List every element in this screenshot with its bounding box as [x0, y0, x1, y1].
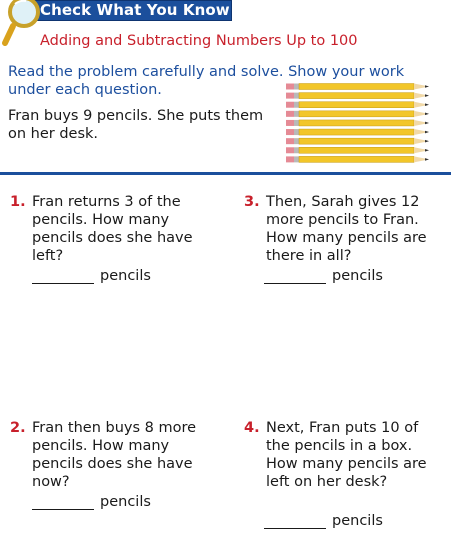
answer-blank[interactable] [264, 271, 326, 284]
pencil [286, 93, 429, 99]
pencil [286, 84, 429, 90]
answer-unit: pencils [332, 513, 383, 529]
question-number: 1. [10, 194, 26, 210]
answer-2[interactable] [32, 494, 151, 510]
answer-blank[interactable] [32, 271, 94, 284]
pencil [286, 129, 429, 135]
question-number: 2. [10, 420, 26, 436]
pencil [286, 120, 429, 126]
story-text: Fran buys 9 pencils. She puts them on her desk. [8, 108, 264, 142]
question-number: 3. [244, 194, 260, 210]
pencil [286, 156, 429, 162]
answer-blank[interactable] [264, 516, 326, 529]
pencil [286, 111, 429, 117]
answer-3[interactable] [264, 268, 383, 284]
pencil [286, 147, 429, 153]
page-title: Check What You Know [40, 1, 230, 19]
section-divider [0, 172, 451, 175]
answer-1[interactable] [32, 268, 151, 284]
instructions-text: Read the problem carefully and solve. Show your work under each question. [8, 64, 405, 98]
answer-unit: pencils [332, 268, 383, 284]
pencil [286, 138, 429, 144]
question-text: Fran then buys 8 more pencils. How many pencils does she have now? [32, 420, 197, 490]
question-text: Fran returns 3 of the pencils. How many pencils does she have left? [32, 194, 193, 264]
question-text: Next, Fran puts 10 of the pencils in a box. How many pencils are left on her desk? [266, 420, 427, 490]
question-number: 4. [244, 420, 260, 436]
answer-unit: pencils [100, 494, 151, 510]
lesson-subtitle: Adding and Subtracting Numbers Up to 100 [40, 33, 358, 49]
answer-unit: pencils [100, 268, 151, 284]
pencils-illustration [286, 82, 436, 164]
answer-blank[interactable] [32, 497, 94, 510]
answer-4[interactable] [264, 513, 383, 529]
question-text: Then, Sarah gives 12 more pencils to Fran. How many pencils are there in all? [266, 194, 427, 264]
pencil [286, 102, 429, 108]
